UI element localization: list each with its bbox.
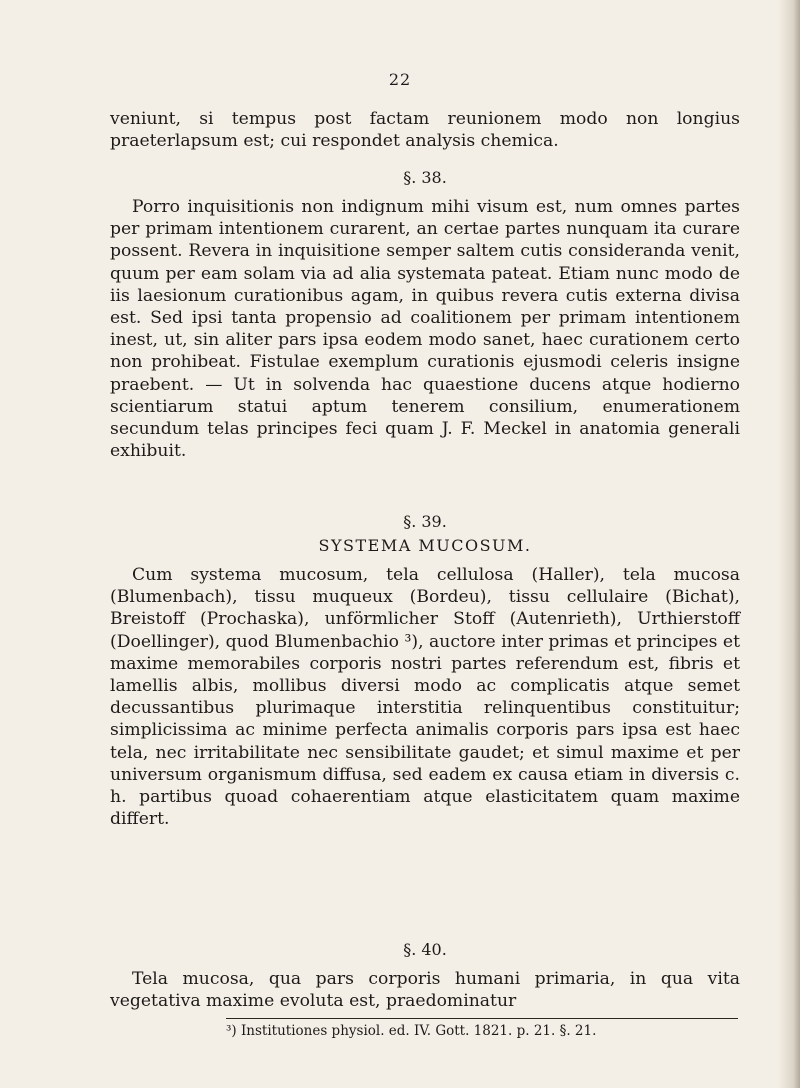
top-paragraph-block: [110, 108, 740, 152]
section-39-heading: §. 39.: [403, 512, 447, 531]
section-40-heading: §. 40.: [403, 940, 447, 959]
section-39-body: [110, 564, 740, 830]
section-40-paragraph: Tela mucosa, qua pars corporis humani primaria, in qua vita vegetativa maxime evoluta est, praedominatur: [110, 969, 740, 1012]
section-38-paragraph: Porro inquisitionis non indignum mihi visum est, num omnes partes per primam intentionem curarent, an certae partes nunquam ita curare possent. Revera in inquisitione semper saltem cutis consideranda venit, quum per eam solam via ad alia systemata pateat. Etiam nunc modo de iis laesionum curationibus agam, in quibus revera cutis externa divisa est. Sed ipsi tanta propensio ad coalitionem per primam intentionem inest, ut, sin aliter pars ipsa eodem modo sanet, haec curationem certo non prohibeat. Fistulae exemplum curationis ejusmodi celeris insigne praebent. — Ut in solvenda hac quaestione ducens atque hodierno scientiarum statui aptum tenerem consilium, enumerationem secundum telas principes feci quam J. F. Meckel in anatomia generali exhibuit.: [110, 197, 740, 462]
page-edge-shadow: [778, 0, 800, 1088]
section-38-heading: §. 38.: [403, 168, 447, 187]
section-38-body: [110, 196, 740, 462]
footnote-divider: [226, 1018, 738, 1019]
section-39-title: SYSTEMA MUCOSUM.: [318, 536, 532, 555]
section-40-body: [110, 968, 740, 1012]
page-number: 22: [388, 70, 412, 89]
section-39-paragraph: Cum systema mucosum, tela cellulosa (Haller), tela mucosa (Blumenbach), tissu muqueux (Bordeu), tissu cellulaire (Bichat), Breistoff (Prochaska), unförmlicher Stoff (Autenrieth), Urthierstoff (Doellinger), quod Blumenbachio ³), auctore inter primas et principes et maxime memorabiles corporis nostri partes referendum est, fibris et lamellis albis, mollibus diversi modo ac complicatis atque semet decussantibus plurimaque interstitia relinquentibus constituitur; simplicissima ac minime perfecta animalis corporis pars ipsa est haec tela, nec irritabilitate nec sensibilitate gaudet; et simul maxime et per universum organismum diffusa, sed eadem ex causa etiam in diversis c. h. partibus quoad cohaerentiam atque elasticitatem quam maxime differt.: [110, 565, 740, 830]
top-paragraph: veniunt, si tempus post factam reunionem modo non longius praeterlapsum est; cui respondet analysis chemica.: [110, 109, 740, 152]
footnote: ³) Institutiones physiol. ed. IV. Gott. 1821. p. 21. §. 21.: [226, 1023, 597, 1039]
